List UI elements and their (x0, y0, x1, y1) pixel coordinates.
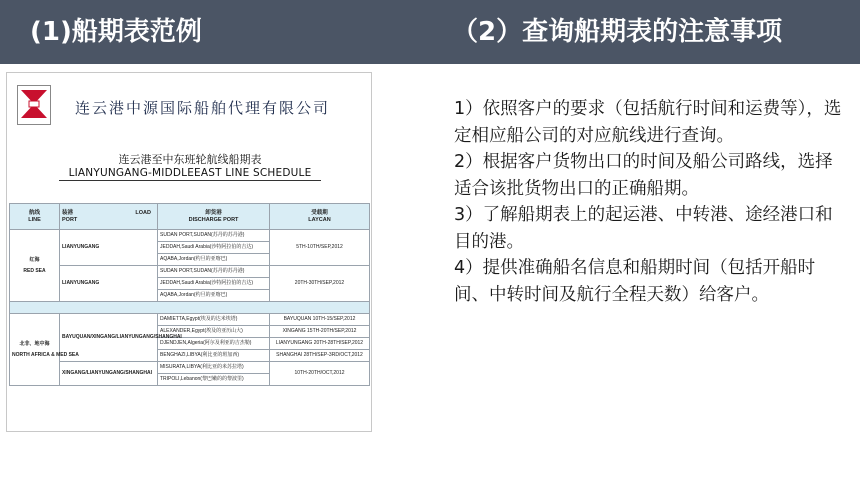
header-laycan: 受载期 LAYCAN (270, 204, 370, 230)
table-row (10, 230, 370, 242)
discharge-port-cell: MISURATA,LIBYA(利比亚的米苏拉塔) (158, 362, 270, 374)
discharge-port-cell: SUDAN PORT,SUDAN(苏丹的苏丹港) (158, 266, 270, 278)
header-line: 航线 LINE (10, 204, 60, 230)
schedule-table (9, 203, 370, 386)
discharge-port-cell: SUDAN PORT,SUDAN(苏丹的苏丹港) (158, 230, 270, 242)
shipping-schedule-image (6, 72, 372, 432)
company-flag-logo (17, 85, 51, 125)
schedule-title-en: LIANYUNGANG-MIDDLEEAST LINE SCHEDULE (59, 167, 321, 181)
load-port-cell: BAYUQUAN/XINGANG/LIANYUNGANG/SHANGHAI (60, 314, 158, 362)
load-port-cell: XINGANG/LIANYUNGANG/SHANGHAI (60, 362, 158, 386)
left-section-title: (1)船期表范例 (30, 17, 202, 47)
discharge-port-cell: TRIPOLI,Lebanon(黎巴嫩的的黎波里) (158, 374, 270, 386)
discharge-port-cell: JEDDAH,Saudi Arabia(沙特阿拉伯的吉达) (158, 242, 270, 254)
line-cell-north-africa: 北非、地中海 NORTH AFRICA & MED SEA (10, 314, 60, 386)
discharge-port-cell: JEDDAH,Saudi Arabia(沙特阿拉伯的吉达) (158, 278, 270, 290)
line-cell-red-sea: 红海 RED SEA (10, 230, 60, 302)
note-item-4: 4）提供准确船名信息和船期时间（包括开船时间、中转时间及航行全程天数）给客户。 (454, 258, 816, 305)
note-item-3: 3）了解船期表上的起运港、中转港、途经港口和目的港。 (454, 205, 833, 252)
discharge-port-cell: ALEXANDER,Egypt(埃及的亚历山大) (158, 326, 270, 338)
header-load-port: 装港 PORT LOAD (60, 204, 158, 230)
discharge-port-cell: AQABA,Jordan(约旦的亚喀巴) (158, 290, 270, 302)
header-discharge-port: 卸货港 DISCHARGE PORT (158, 204, 270, 230)
discharge-port-cell: AQABA,Jordan(约旦的亚喀巴) (158, 254, 270, 266)
laycan-cell: 5TH-10TH/SEP,2012 (270, 230, 370, 266)
laycan-cell: SHANGHAI 28TH/SEP-3RD/OCT,2012 (270, 350, 370, 362)
table-row (10, 362, 370, 374)
table-header-row (10, 204, 370, 230)
laycan-cell: 20TH-30TH/SEP,2012 (270, 266, 370, 302)
discharge-port-cell: DAMIETTA,Egypt(埃及的达米埃塔) (158, 314, 270, 326)
note-item-1: 1）依照客户的要求（包括航行时间和运费等），选定相应船公司的对应航线进行查询。 (454, 99, 842, 146)
laycan-cell: 10TH-20TH/OCT,2012 (270, 362, 370, 386)
table-row (10, 266, 370, 278)
laycan-cell: LIANYUNGANG 20TH-28TH/SEP,2012 (270, 338, 370, 350)
table-divider-row (10, 302, 370, 314)
load-port-cell: LIANYUNGANG (60, 230, 158, 266)
laycan-cell: BAYUQUAN 10TH-15/SEP,2012 (270, 314, 370, 326)
load-port-cell: LIANYUNGANG (60, 266, 158, 302)
discharge-port-cell: BENGHAZI,LIBYA(利比亚的班加西) (158, 350, 270, 362)
notes-list (454, 96, 850, 308)
laycan-cell: XINGANG 15TH-20TH/SEP,2012 (270, 326, 370, 338)
table-row (10, 314, 370, 326)
right-section-title: （2）查询船期表的注意事项 (452, 17, 783, 47)
company-name: 连云港中源国际船舶代理有限公司 (75, 99, 331, 117)
schedule-title-cn: 连云港至中东班轮航线船期表 (118, 153, 262, 166)
divider-cell (10, 302, 370, 314)
note-item-2: 2）根据客户货物出口的时间及船公司路线，选择适合该批货物出口的正确船期。 (454, 152, 833, 199)
discharge-port-cell: DJENDJEN,Algeria(阿尔及利亚的吉杰勒) (158, 338, 270, 350)
